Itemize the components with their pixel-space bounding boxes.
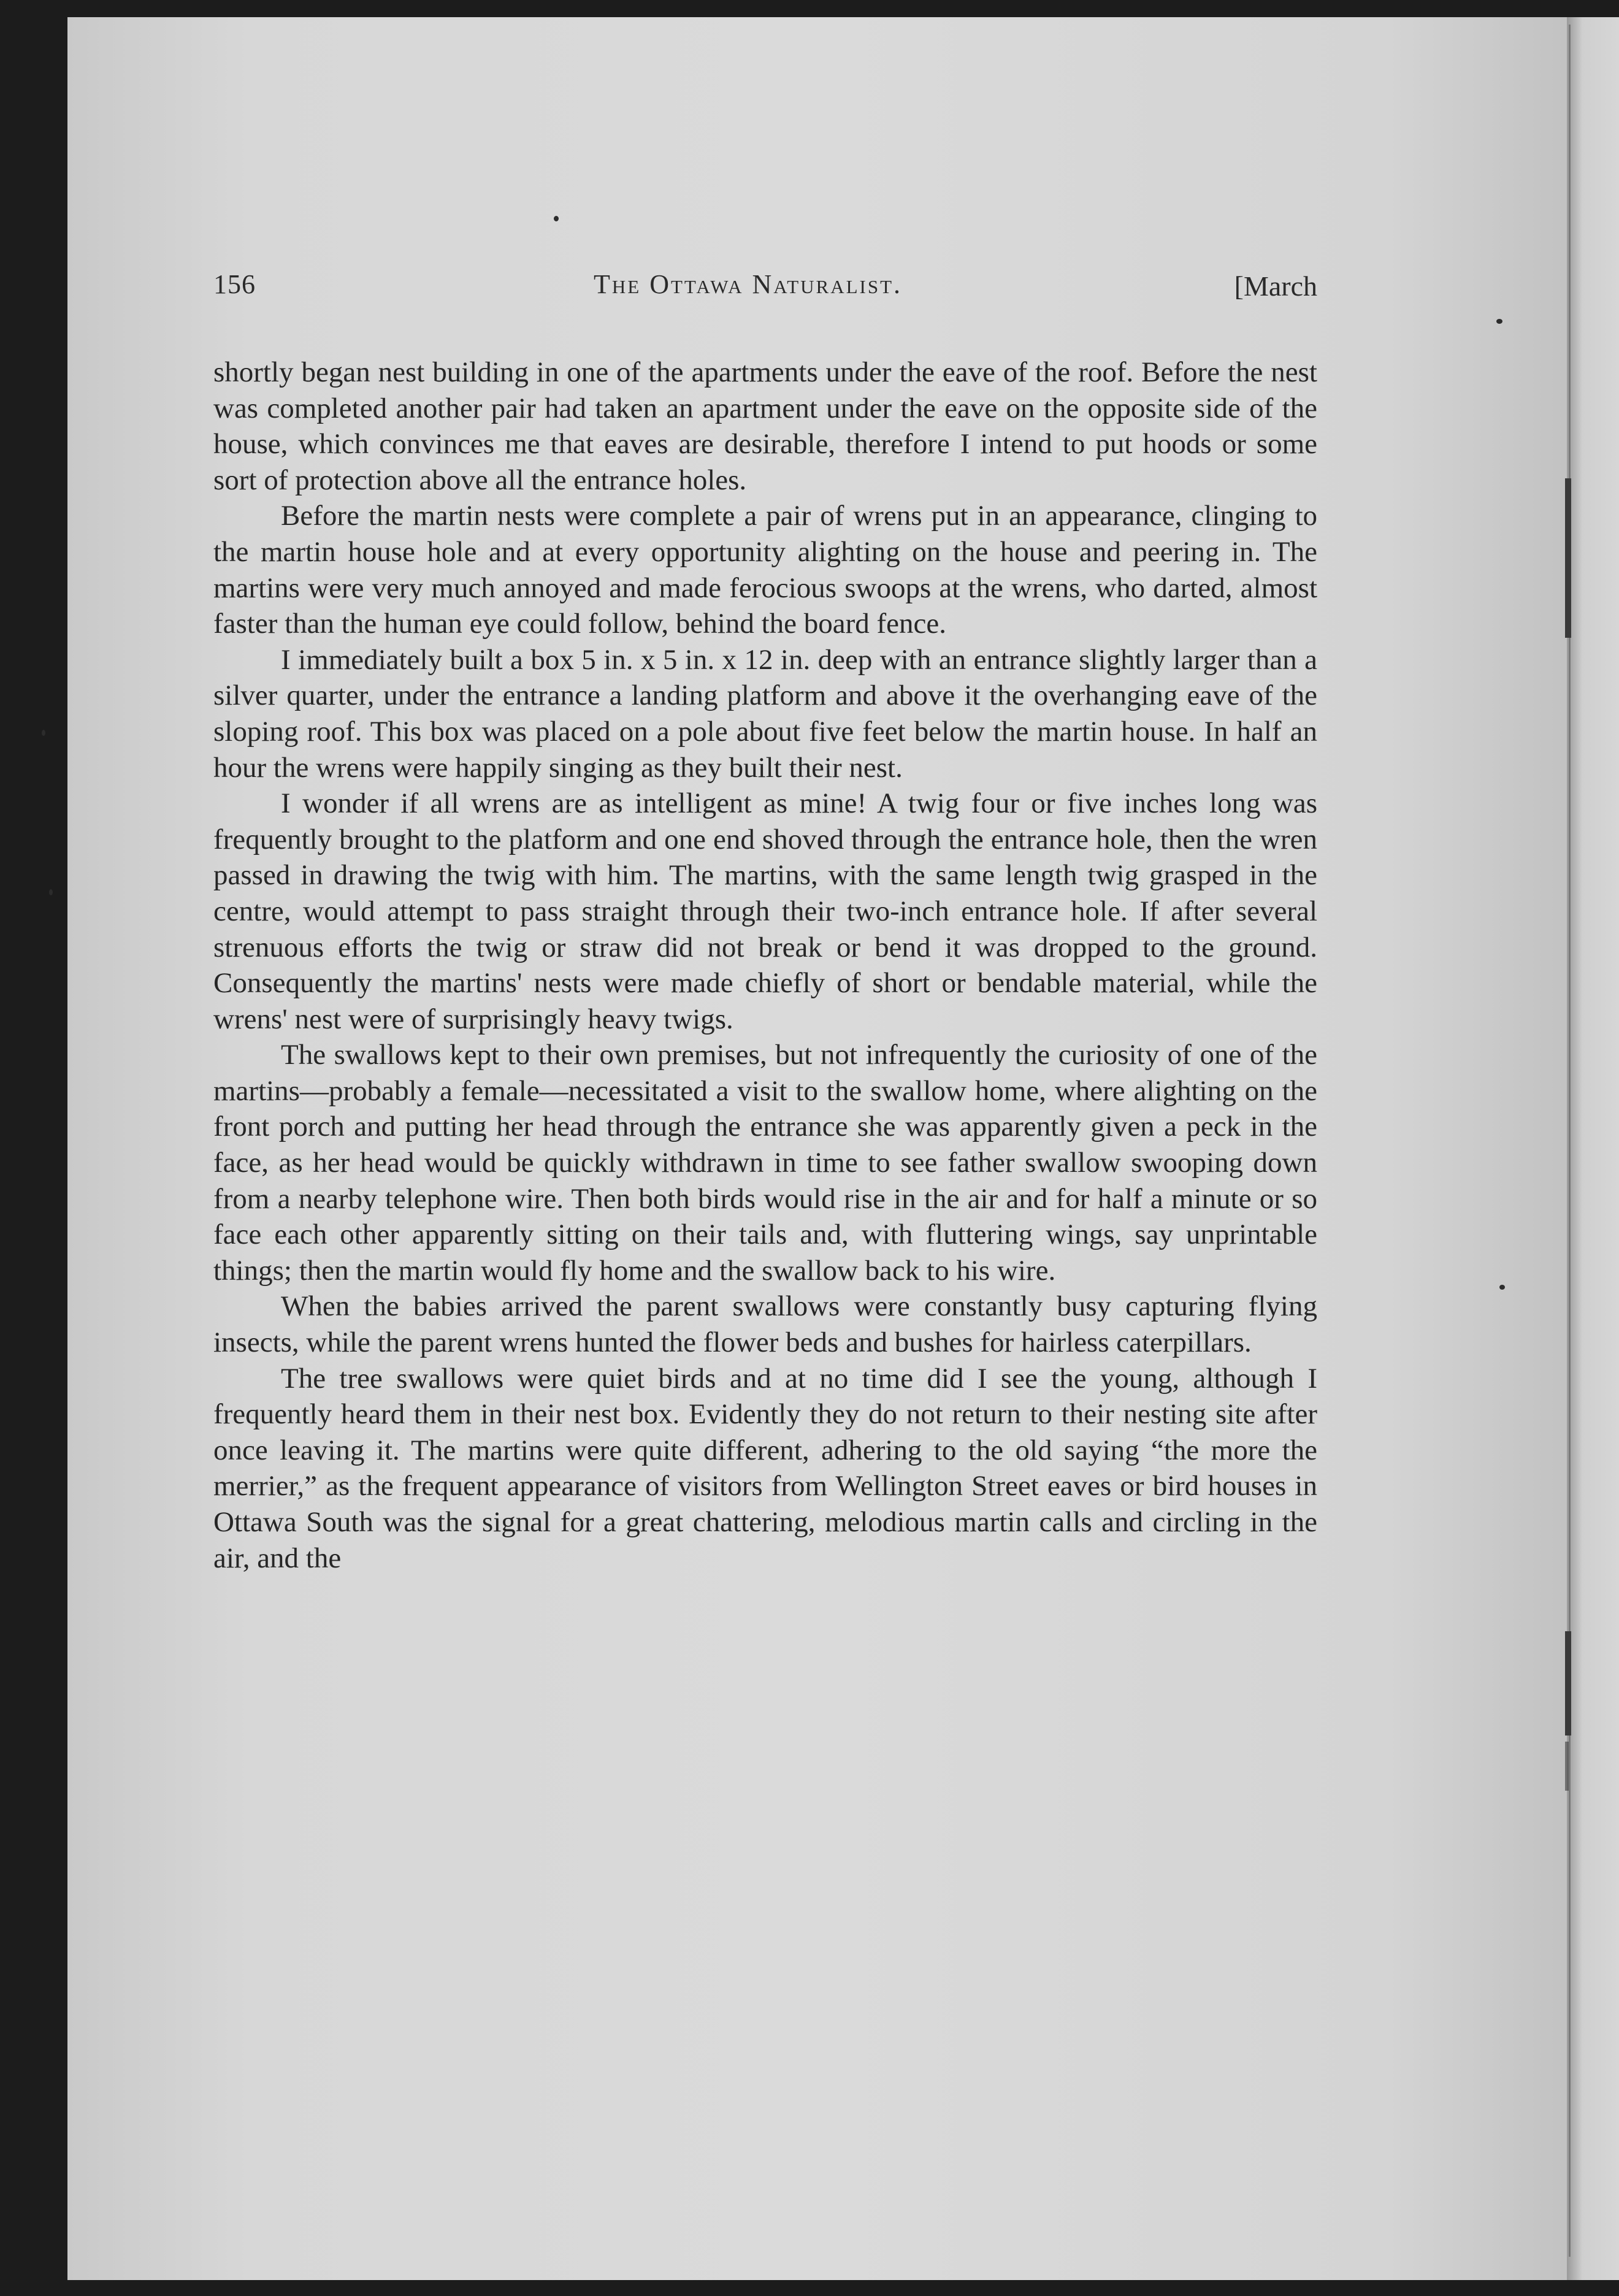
ink-speck xyxy=(1496,319,1502,324)
paragraph: I wonder if all wrens are as intelligent as mine! A twig four or five inches long was frequently brought to the platform and one end shoved through the entrance hole, then the wren passed in drawing the twig with him. The martins, with the same length twig grasped in the centre, would attempt to pass straight through their two-inch entrance hole. If after several strenuous efforts the twig or straw did not break or bend it was dropped to the ground. Consequently the martins' nests were made chiefly of short or bendable material, while the wrens' nest were of surprisingly heavy twigs. xyxy=(213,787,1317,1035)
ink-speck xyxy=(554,216,559,221)
paragraph: Before the martin nests were complete a pair of wrens put in an appearance, clinging to the martin house hole and at every opportunity alighting on the house and peering in. The martins were very much annoyed and made ferocious swoops at the wrens, who darted, almost faster than the human eye could follow, behind the board fence. xyxy=(213,500,1317,640)
paragraph: The tree swallows were quiet birds and at no time did I see the young, although I frequently heard them in their nest box. Evidently they do not return to their nesting site after once leaving it. The martins were quite different, adhering to the old saying “the more the merrier,” as the frequent appearance of visitors from Wellington Street eaves or bird houses in Ottawa South was the signal for a great chattering, melodious martin calls and circling in the air, and the xyxy=(213,1362,1317,1574)
paragraph: When the babies arrived the parent swallows were constantly busy capturing flying insects, while the parent wrens hunted the flower beds and bushes for hairless caterpillars. xyxy=(213,1290,1317,1359)
paragraph: I immediately built a box 5 in. x 5 in. x 12 in. deep with an entrance slightly larger than a silver quarter, under the entrance a landing platform and above it the overhanging eave of the sloping roof. This box was placed on a pole about five feet below the martin house. In half an hour the wrens were happily singing as they built their nest. xyxy=(213,643,1317,784)
adjacent-page-edge xyxy=(1567,17,1619,2280)
page-edge-line xyxy=(1569,25,1571,2257)
paragraph: shortly began nest building in one of the apartments under the eave of the roof. Before the nest was completed another pair had taken an apartment under the eave on the opposite side of the house, which convinces me that eaves are desirable, therefore I intend to put hoods or some sort of protection above all the entrance holes. xyxy=(213,356,1317,496)
running-month: [March xyxy=(1234,270,1317,302)
running-header xyxy=(213,269,1317,318)
article-body xyxy=(213,354,1317,1576)
ink-speck xyxy=(42,730,45,736)
running-title: The Ottawa Naturalist. xyxy=(594,269,903,299)
page-number: 156 xyxy=(213,269,256,299)
edge-mark xyxy=(1565,478,1571,638)
edge-mark xyxy=(1565,1631,1571,1735)
ink-speck xyxy=(1499,1285,1505,1290)
paragraph: The swallows kept to their own premises, but not infrequently the curiosity of one of the martins—probably a female—necessitated a visit to the swallow home, where alighting on the front porch and putting her head through the entrance she was apparently given a peck in the face, as her head would be quickly withdrawn in time to see father swallow swooping down from a nearby telephone wire. Then both birds would rise in the air and for half a minute or so face each other apparently sitting on their tails and, with fluttering wings, say unprintable things; then the martin would fly home and the swallow back to his wire. xyxy=(213,1039,1317,1287)
ink-speck xyxy=(49,889,53,895)
edge-mark xyxy=(1565,1742,1569,1791)
